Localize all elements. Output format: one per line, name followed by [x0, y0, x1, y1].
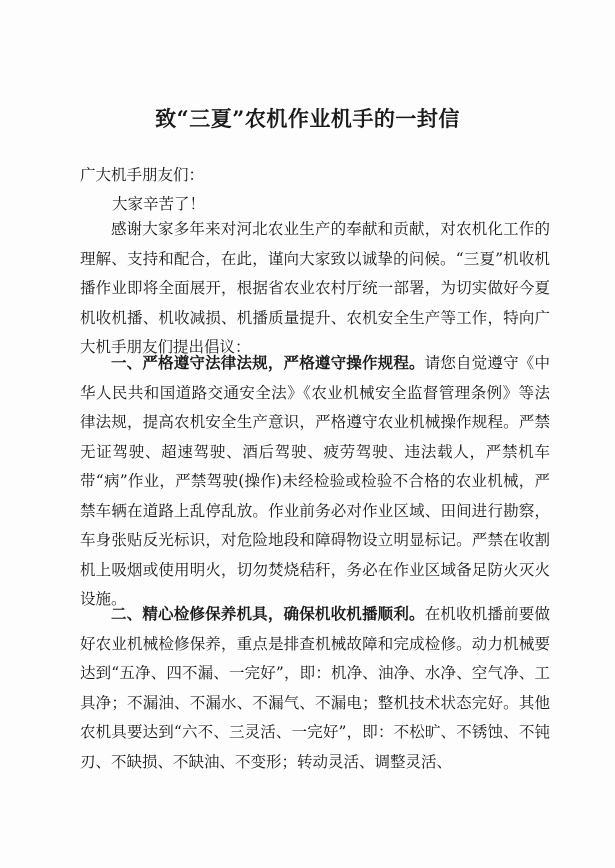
paragraph-body: 感谢大家多年来对河北农业生产的奉献和贡献，对农机化工作的理解、支持和配合，在此，谨向大家致以诚挚的问候。“三夏”机收机播作业即将全面展开，根据省农业农村厅统一部署，为切实做好今夏机收机播、机收减损、机播质量提升、农机安全生产等工作，特向广大机手朋友们提出倡议：	[80, 220, 550, 356]
paragraph-body: 请您自觉遵守《中华人民共和国道路交通安全法》《农业机械安全监督管理条例》等法律法规，提高农机安全生产意识，严格遵守农业机械操作规程。严禁无证驾驶、超速驾驶、酒后驾驶、疲劳驾驶、违法载人，严禁机车带“病”作业，严禁驾驶(操作)未经检验或检验不合格的农业机械，严禁车辆在道路上乱停乱放。作业前务必对作业区域、田间进行勘察，车身张贴反光标识，对危险地段和障碍物设立明显标记。严禁在收割机上吸烟或使用明火，切勿焚烧秸秆，务必在作业区域备足防火灭火设施。	[80, 354, 550, 608]
paragraph-text	[80, 348, 550, 615]
page-title: 致“三夏”农机作业机手的一封信	[155, 106, 460, 131]
greeting: 大家辛苦了！	[112, 195, 206, 213]
paragraph-text	[80, 599, 550, 777]
paragraph-heading: 一、严格遵守法律法规，严格遵守操作规程。	[111, 353, 425, 372]
paragraph-text	[80, 214, 550, 363]
paragraph-heading: 二、精心检修保养机具，确保机收机播顺利。	[111, 604, 425, 623]
salutation: 广大机手朋友们：	[80, 166, 205, 184]
paragraph-body: 在机收机播前要做好农业机械检修保养，重点是排查机械故障和完成检修。动力机械要达到“五净、四不漏、一完好”，即：机净、油净、水净、空气净、工具净；不漏油、不漏水、不漏气、不漏电；整机技术状态完好。其他农机具要达到“六不、三灵活、一完好”，即：不松旷、不锈蚀、不钝刃、不缺损、不缺油、不变形；转动灵活、调整灵活、	[80, 605, 550, 771]
paragraph-section-1	[80, 348, 550, 615]
paragraph-intro	[80, 214, 550, 363]
paragraph-section-2	[80, 599, 550, 777]
